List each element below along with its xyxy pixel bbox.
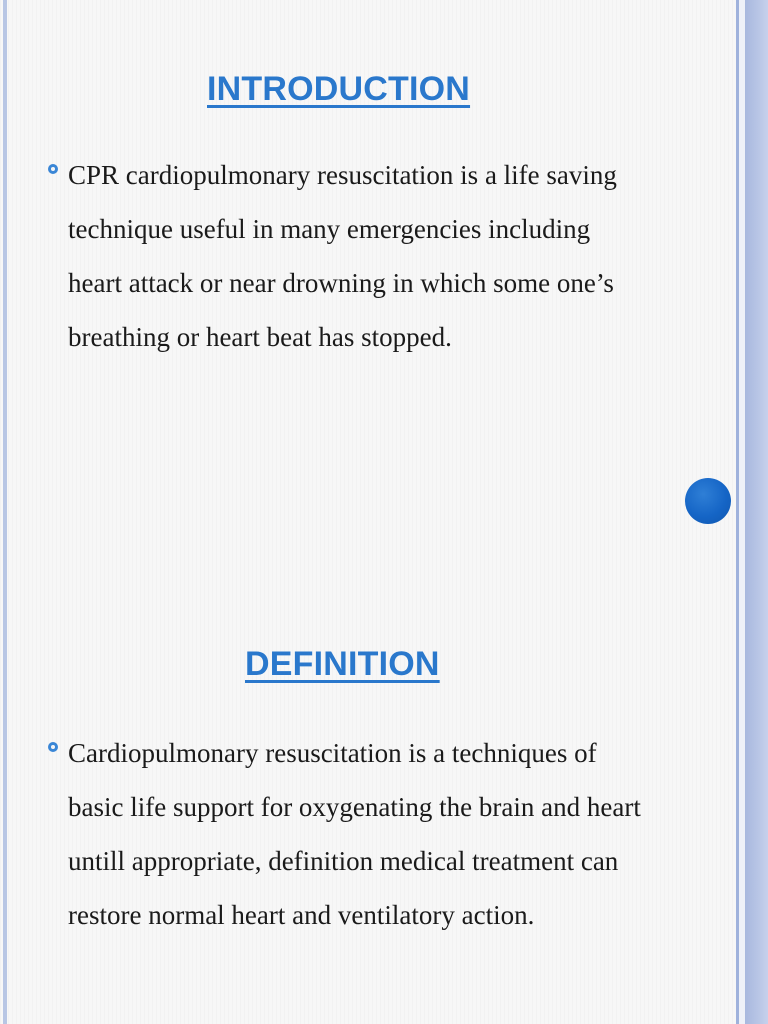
definition-text-line: untill appropriate, definition medical treatment can bbox=[68, 846, 619, 876]
introduction-bullet-item bbox=[48, 148, 698, 364]
slide-left-border bbox=[3, 0, 7, 1024]
hollow-circle-bullet-icon bbox=[48, 742, 58, 752]
definition-bullet-item bbox=[48, 726, 698, 942]
rail-circle-icon bbox=[685, 478, 731, 524]
introduction-text-line: heart attack or near drowning in which some one’s bbox=[68, 268, 614, 298]
definition-text-line: Cardiopulmonary resuscitation is a techniques of bbox=[68, 738, 597, 768]
introduction-heading: INTRODUCTION bbox=[207, 70, 471, 108]
introduction-text-line: breathing or heart beat has stopped. bbox=[68, 322, 452, 352]
definition-text-line: basic life support for oxygenating the brain and heart bbox=[68, 792, 641, 822]
definition-heading: DEFINITION bbox=[245, 645, 440, 683]
definition-text-line: restore normal heart and ventilatory action. bbox=[68, 900, 535, 930]
introduction-text-line: technique useful in many emergencies including bbox=[68, 214, 591, 244]
slide-right-rail bbox=[745, 0, 768, 1024]
introduction-text-line: CPR cardiopulmonary resuscitation is a life saving bbox=[68, 160, 617, 190]
hollow-circle-bullet-icon bbox=[48, 164, 58, 174]
